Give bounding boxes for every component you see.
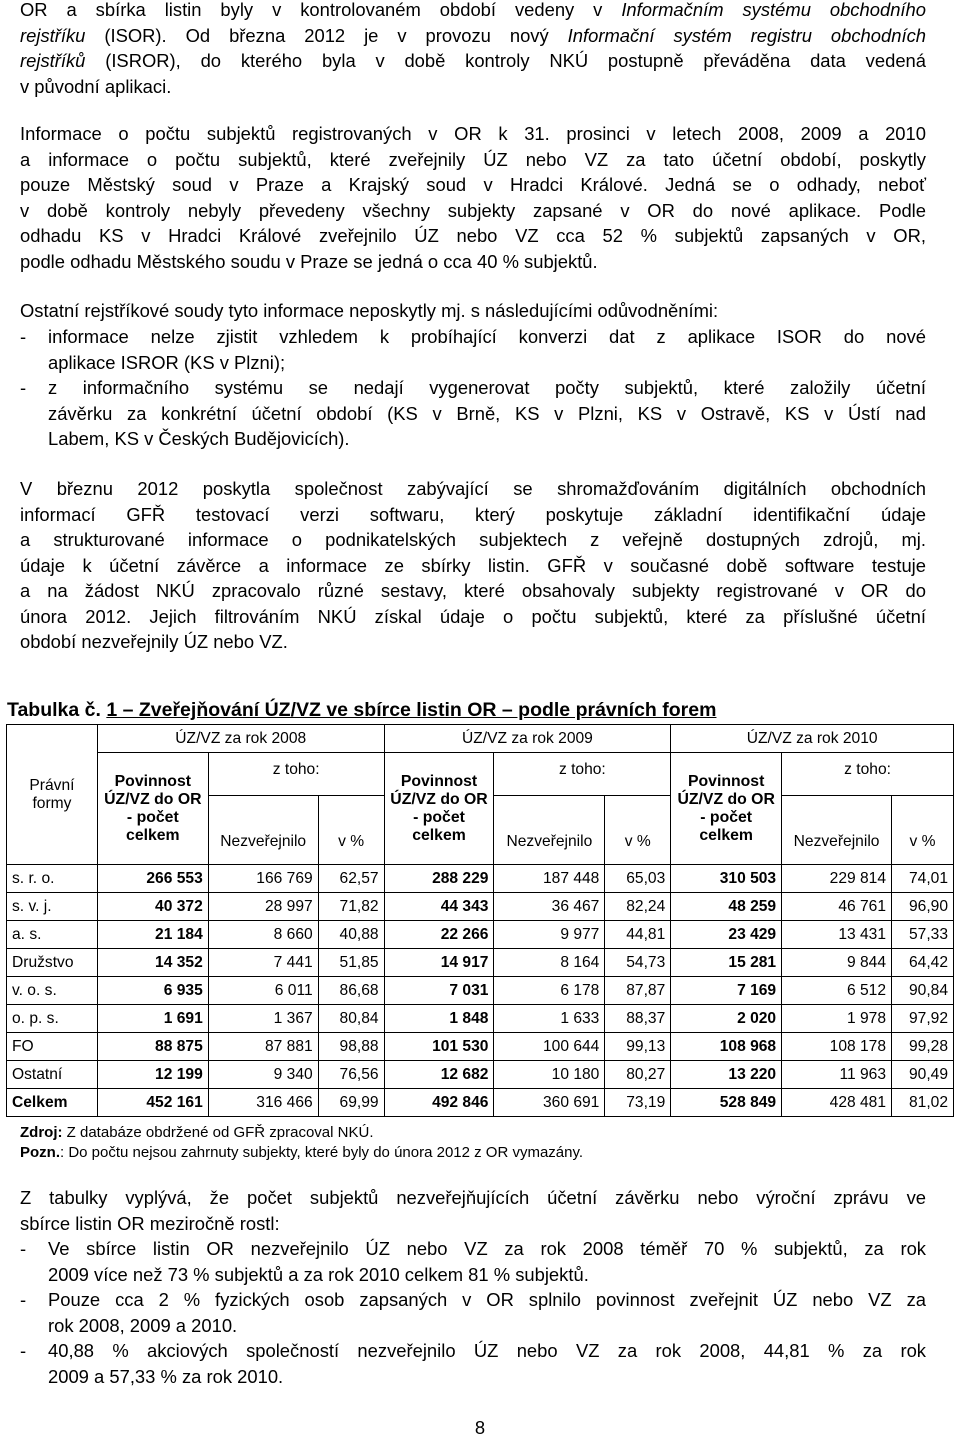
text-line: informací GFŘ testovací verzi softwaru, který poskytuje základní identifikační údaje — [20, 503, 926, 525]
text-line: Pouze cca 2 % fyzických osob zapsaných v OR splnilo povinnost zveřejnit ÚZ nebo VZ za — [48, 1289, 926, 1310]
list-dash: - — [20, 1289, 27, 1310]
table-row — [7, 1005, 954, 1033]
text-line: odhadu KS v Hradci Králové zveřejnilo ÚZ nebo VZ cca 52 % subjektů zapsaných v OR, — [20, 225, 926, 246]
unpublished-count-cell: 428 481 — [782, 1089, 892, 1117]
list-item — [20, 1236, 926, 1287]
obligation-header-2009: Povinnost ÚZ/VZ do OR - počet celkem — [384, 753, 494, 865]
table-row — [7, 1089, 954, 1117]
intro-line-3: rejstříků (ISROR), do kterého byla v době kontroly NKÚ postupně převáděna data vedená — [20, 50, 926, 71]
text-line: Labem, KS v Českých Budějovicích). — [48, 428, 350, 449]
legal-form-cell: s. v. j. — [7, 893, 98, 921]
total-obligation-cell: 7 169 — [671, 977, 782, 1005]
unpublished-percent-cell: 73,19 — [605, 1089, 671, 1117]
legal-form-cell: FO — [7, 1033, 98, 1061]
legal-form-cell: v. o. s. — [7, 977, 98, 1005]
total-obligation-cell: 492 846 — [384, 1089, 494, 1117]
unpublished-count-cell: 108 178 — [782, 1033, 892, 1061]
unpublished-percent-cell: 76,56 — [318, 1061, 384, 1089]
percent-header-2010: v % — [892, 796, 954, 865]
text-line: V březnu 2012 poskytla společnost zabývající se shromažďováním digitálních obchodních — [20, 478, 926, 499]
unpublished-count-cell: 87 881 — [208, 1033, 318, 1061]
list-item-text — [48, 1338, 926, 1389]
intro-line-1: OR a sbírka listin byly v kontrolovaném období vedeny v Informačním systému obchodního — [20, 0, 926, 20]
total-obligation-cell: 15 281 — [671, 949, 782, 977]
unpublished-count-cell: 316 466 — [208, 1089, 318, 1117]
total-obligation-cell: 12 199 — [97, 1061, 208, 1089]
table-row — [7, 893, 954, 921]
total-obligation-cell: 48 259 — [671, 893, 782, 921]
unpublished-percent-cell: 65,03 — [605, 865, 671, 893]
legal-form-cell: a. s. — [7, 921, 98, 949]
unpublished-percent-cell: 90,84 — [892, 977, 954, 1005]
unpublished-header-2009: Nezveřejnilo — [494, 796, 605, 865]
unpublished-percent-cell: 64,42 — [892, 949, 954, 977]
unpublished-percent-cell: 90,49 — [892, 1061, 954, 1089]
legal-form-header: Právní formy — [7, 725, 98, 865]
unpublished-percent-cell: 88,37 — [605, 1005, 671, 1033]
gfr-software-paragraph — [20, 476, 926, 655]
unpublished-percent-cell: 97,92 — [892, 1005, 954, 1033]
text-line: v době kontroly nebyly převedeny všechny subjekty zapsané v OR do nové aplikace. Podle — [20, 199, 926, 221]
of-which-2009: z toho: — [494, 753, 671, 796]
unpublished-count-cell: 187 448 — [494, 865, 605, 893]
legal-forms-table — [6, 724, 954, 1117]
text-line: z informačního systému se nedají vygenerovat počty subjektů, které založily účetní — [48, 377, 926, 398]
text-line: Ve sbírce listin OR nezveřejnilo ÚZ nebo VZ za rok 2008 téměř 70 % subjektů, za rok — [48, 1238, 926, 1259]
legal-form-cell: Celkem — [7, 1089, 98, 1117]
unpublished-percent-cell: 40,88 — [318, 921, 384, 949]
legal-form-cell: Ostatní — [7, 1061, 98, 1089]
text-line: informace nelze zjistit vzhledem k probíhající konverzi dat z aplikace ISOR do nové — [48, 326, 926, 347]
unpublished-count-cell: 100 644 — [494, 1033, 605, 1061]
unpublished-percent-cell: 62,57 — [318, 865, 384, 893]
unpublished-count-cell: 9 977 — [494, 921, 605, 949]
list-item-text — [48, 375, 926, 452]
other-courts-lead: Ostatní rejstříkové soudy tyto informace neposkytly mj. s následujícími odůvodněními: — [20, 300, 719, 321]
intro-paragraph — [20, 0, 926, 99]
list-dash: - — [20, 326, 27, 347]
total-obligation-cell: 88 875 — [97, 1033, 208, 1061]
text-line: a na žádost NKÚ zpracovalo různé sestavy, které obsahovaly subjekty registrované v OR do — [20, 580, 926, 601]
total-obligation-cell: 452 161 — [97, 1089, 208, 1117]
unpublished-count-cell: 360 691 — [494, 1089, 605, 1117]
year-group-2010: ÚZ/VZ za rok 2010 — [671, 725, 954, 753]
of-which-2008: z toho: — [208, 753, 384, 796]
unpublished-percent-cell: 82,24 — [605, 893, 671, 921]
unpublished-percent-cell: 80,84 — [318, 1005, 384, 1033]
unpublished-percent-cell: 99,13 — [605, 1033, 671, 1061]
list-item-text — [48, 324, 926, 375]
unpublished-count-cell: 1 367 — [208, 1005, 318, 1033]
text-line: a strukturované informace o podnikatelských subjektech z veřejně dostupných zdrojů, mj. — [20, 529, 926, 550]
text-line: a informace o počtu subjektů, které zveřejnily ÚZ nebo VZ za tato účetní období, poskytly — [20, 148, 926, 170]
intro-line-4: v původní aplikaci. — [20, 75, 172, 97]
total-obligation-cell: 6 935 — [97, 977, 208, 1005]
text-line: pouze Městský soud v Praze a Krajský soud v Hradci Králové. Jedná se o odhady, neboť — [20, 174, 926, 195]
list-dash: - — [20, 377, 27, 398]
table-row — [7, 949, 954, 977]
total-obligation-cell: 14 917 — [384, 949, 494, 977]
unpublished-count-cell: 6 512 — [782, 977, 892, 1005]
page-number: 8 — [474, 1417, 486, 1438]
total-obligation-cell: 12 682 — [384, 1061, 494, 1089]
text-line: podle odhadu Městského soudu v Praze se jedná o cca 40 % subjektů. — [20, 250, 598, 272]
unpublished-count-cell: 8 660 — [208, 921, 318, 949]
other-courts-reasons-list — [20, 324, 926, 452]
unpublished-percent-cell: 80,27 — [605, 1061, 671, 1089]
unpublished-header-2010: Nezveřejnilo — [782, 796, 892, 865]
unpublished-count-cell: 46 761 — [782, 893, 892, 921]
text-line: Informace o počtu subjektů registrovaných v OR k 31. prosinci v letech 2008, 2009 a 2010 — [20, 123, 926, 144]
court-information-paragraph — [20, 121, 926, 274]
table-notes — [20, 1123, 583, 1163]
list-dash: - — [20, 1340, 27, 1361]
total-obligation-cell: 14 352 — [97, 949, 208, 977]
unpublished-percent-cell: 69,99 — [318, 1089, 384, 1117]
unpublished-percent-cell: 74,01 — [892, 865, 954, 893]
year-group-2008: ÚZ/VZ za rok 2008 — [97, 725, 384, 753]
unpublished-percent-cell: 71,82 — [318, 893, 384, 921]
unpublished-percent-cell: 51,85 — [318, 949, 384, 977]
unpublished-count-cell: 28 997 — [208, 893, 318, 921]
total-obligation-cell: 7 031 — [384, 977, 494, 1005]
total-obligation-cell: 101 530 — [384, 1033, 494, 1061]
conclusion-paragraph — [20, 1185, 926, 1236]
total-obligation-cell: 528 849 — [671, 1089, 782, 1117]
text-line: údaje k účetní závěrce a informace ze sbírky listin. GFŘ v současné době software testuje — [20, 554, 926, 576]
text-line: závěrku za konkrétní účetní období (KS v Brně, KS v Plzni, KS v Ostravě, KS v Ústí nad — [48, 402, 926, 424]
unpublished-percent-cell: 81,02 — [892, 1089, 954, 1117]
total-obligation-cell: 288 229 — [384, 865, 494, 893]
text-line: sbírce listin OR meziročně rostl: — [20, 1212, 280, 1234]
text-line: aplikace ISROR (KS v Plzni); — [48, 351, 286, 373]
legal-form-cell: o. p. s. — [7, 1005, 98, 1033]
list-item-text — [48, 1236, 926, 1287]
unpublished-percent-cell: 57,33 — [892, 921, 954, 949]
list-dash: - — [20, 1238, 27, 1259]
total-obligation-cell: 13 220 — [671, 1061, 782, 1089]
unpublished-count-cell: 6 178 — [494, 977, 605, 1005]
text-line: období nezveřejnily ÚZ nebo VZ. — [20, 631, 288, 652]
unpublished-header-2008: Nezveřejnilo — [208, 796, 318, 865]
obligation-header-2008: Povinnost ÚZ/VZ do OR - počet celkem — [97, 753, 208, 865]
text-line: Z tabulky vyplývá, že počet subjektů nezveřejňujících účetní závěrku nebo výroční zprávu ve — [20, 1187, 926, 1208]
percent-header-2009: v % — [605, 796, 671, 865]
total-obligation-cell: 108 968 — [671, 1033, 782, 1061]
unpublished-count-cell: 9 844 — [782, 949, 892, 977]
unpublished-count-cell: 13 431 — [782, 921, 892, 949]
text-line: 2009 více než 73 % subjektů a za rok 2010 celkem 81 % subjektů. — [48, 1263, 589, 1285]
unpublished-count-cell: 7 441 — [208, 949, 318, 977]
table-caption: Tabulka č. 1 – Zveřejňování ÚZ/VZ ve sbírce listin OR – podle právních forem — [7, 699, 717, 721]
unpublished-percent-cell: 98,88 — [318, 1033, 384, 1061]
of-which-2010: z toho: — [782, 753, 954, 796]
total-obligation-cell: 1 691 — [97, 1005, 208, 1033]
total-obligation-cell: 2 020 — [671, 1005, 782, 1033]
unpublished-count-cell: 166 769 — [208, 865, 318, 893]
table-row — [7, 1061, 954, 1089]
total-obligation-cell: 21 184 — [97, 921, 208, 949]
unpublished-count-cell: 10 180 — [494, 1061, 605, 1089]
unpublished-count-cell: 8 164 — [494, 949, 605, 977]
unpublished-count-cell: 36 467 — [494, 893, 605, 921]
source-note: Zdroj: Z databáze obdržené od GFŘ zpracoval NKÚ. — [20, 1124, 374, 1141]
percent-header-2008: v % — [318, 796, 384, 865]
unpublished-percent-cell: 99,28 — [892, 1033, 954, 1061]
table-row — [7, 977, 954, 1005]
total-obligation-cell: 22 266 — [384, 921, 494, 949]
total-obligation-cell: 23 429 — [671, 921, 782, 949]
text-line: 40,88 % akciových společností nezveřejnilo ÚZ nebo VZ za rok 2008, 44,81 % za rok — [48, 1340, 926, 1361]
table-row — [7, 865, 954, 893]
unpublished-count-cell: 1 978 — [782, 1005, 892, 1033]
list-item — [20, 1338, 926, 1389]
text-line: 2009 a 57,33 % za rok 2010. — [48, 1365, 284, 1387]
obligation-header-2010: Povinnost ÚZ/VZ do OR - počet celkem — [671, 753, 782, 865]
unpublished-percent-cell: 96,90 — [892, 893, 954, 921]
text-line: února 2012. Jejich filtrováním NKÚ získal údaje o počtu subjektů, které za příslušné účetní — [20, 605, 926, 627]
list-item-text — [48, 1287, 926, 1338]
total-obligation-cell: 40 372 — [97, 893, 208, 921]
total-obligation-cell: 310 503 — [671, 865, 782, 893]
total-obligation-cell: 266 553 — [97, 865, 208, 893]
list-item — [20, 1287, 926, 1338]
legal-form-cell: Družstvo — [7, 949, 98, 977]
unpublished-count-cell: 6 011 — [208, 977, 318, 1005]
table-row — [7, 1033, 954, 1061]
conclusion-list — [20, 1236, 926, 1389]
list-item — [20, 375, 926, 452]
unpublished-percent-cell: 87,87 — [605, 977, 671, 1005]
list-item — [20, 324, 926, 375]
total-obligation-cell: 1 848 — [384, 1005, 494, 1033]
year-group-2009: ÚZ/VZ za rok 2009 — [384, 725, 671, 753]
table-row — [7, 921, 954, 949]
unpublished-percent-cell: 86,68 — [318, 977, 384, 1005]
remark-note: Pozn.: Do počtu nejsou zahrnuty subjekty, které byly do února 2012 z OR vymazány. — [20, 1144, 584, 1161]
total-obligation-cell: 44 343 — [384, 893, 494, 921]
unpublished-count-cell: 9 340 — [208, 1061, 318, 1089]
unpublished-count-cell: 11 963 — [782, 1061, 892, 1089]
unpublished-count-cell: 229 814 — [782, 865, 892, 893]
intro-line-2: rejstříku (ISOR). Od března 2012 je v provozu nový Informační systém registru obchodních — [20, 24, 926, 46]
unpublished-percent-cell: 54,73 — [605, 949, 671, 977]
text-line: rok 2008, 2009 a 2010. — [48, 1314, 238, 1336]
unpublished-count-cell: 1 633 — [494, 1005, 605, 1033]
unpublished-percent-cell: 44,81 — [605, 921, 671, 949]
legal-form-cell: s. r. o. — [7, 865, 98, 893]
